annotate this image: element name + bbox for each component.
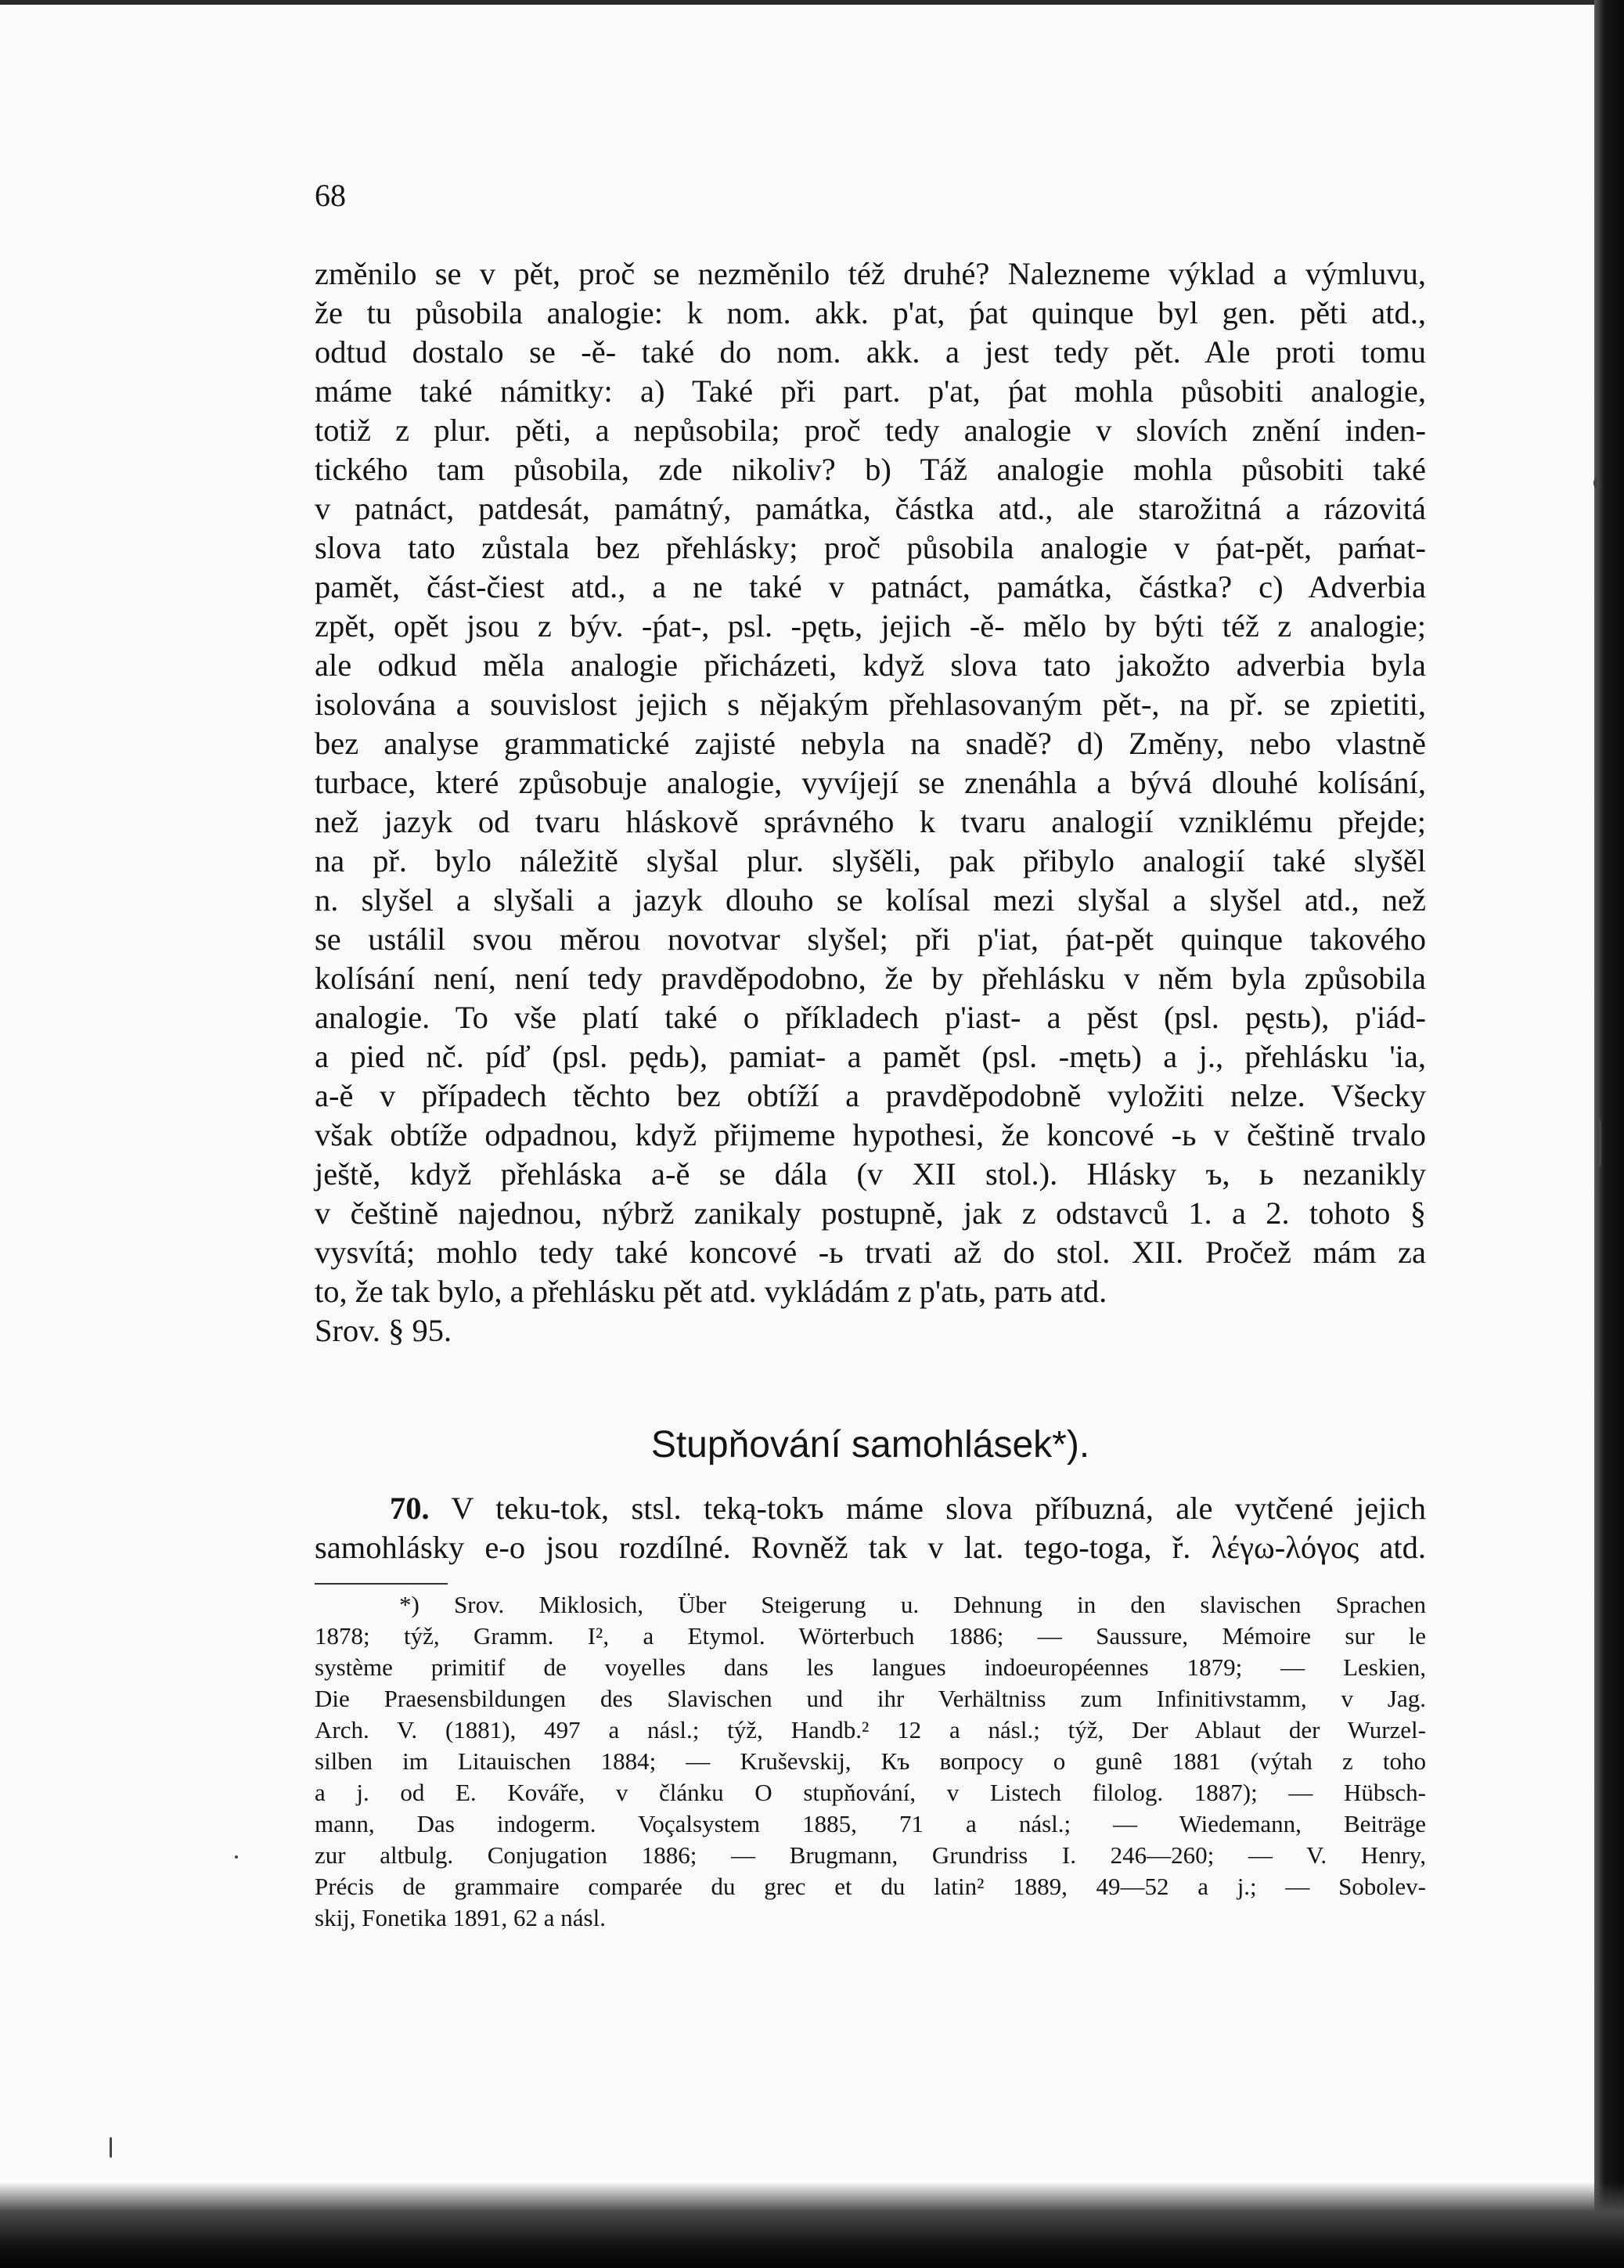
body-line: pamět, část-čiest atd., a ne také v patnáct, památka, částka? c) Adverbia xyxy=(315,569,1426,604)
body-line: v češtině najednou, nýbrž zanikaly postupně, jak z odstavců 1. a 2. tohoto § xyxy=(315,1195,1426,1231)
paragraph-number: 70. xyxy=(390,1491,430,1526)
body-line: ale odkud měla analogie přicházeti, když slova tato jakožto adverbia byla xyxy=(315,647,1426,683)
footnote-line: *) Srov. Miklosich, Über Steigerung u. Dehnung in den slavischen Sprachen xyxy=(399,1591,1426,1618)
body-line: zpět, opět jsou z býv. -ṕat-, psl. -pętь, jejich -ě- mělo by býti též z analogie; xyxy=(315,608,1426,644)
body-line: odtud dostalo se -ě- také do nom. akk. a jest tedy pět. Ale proti tomu xyxy=(315,334,1426,370)
body-paragraph xyxy=(315,254,1426,1350)
body-line: bez analyse grammatické zajisté nebyla na snadě? d) Změny, nebo vlastně xyxy=(315,726,1426,761)
footnote-line: 1878; týž, Gramm. I², a Etymol. Wörterbuch 1886; — Saussure, Mémoire sur le xyxy=(315,1622,1426,1650)
footnote xyxy=(315,1589,1426,1934)
body-line: kolísání není, není tedy pravděpodobno, že by přehlásku v něm byla způsobila xyxy=(315,961,1426,996)
section-heading: Stupňování samohlásek*). xyxy=(650,1424,1090,1466)
scan-speck xyxy=(235,1855,238,1859)
body-line: změnilo se v pět, proč se nezměnilo též druhé? Nalezneme výklad a výmluvu, xyxy=(315,256,1426,291)
footnote-rule xyxy=(315,1583,448,1585)
body-line: to, že tak bylo, a přehlásku pět atd. vykládám z p'atь, paть atd. xyxy=(315,1274,1107,1309)
scan-border-top xyxy=(0,0,1624,5)
body-line: slova tato zůstala bez přehlásky; proč působila analogie v ṕat-pět, paḿat- xyxy=(315,530,1426,565)
scan-speck xyxy=(110,2137,112,2158)
body-line: Srov. § 95. xyxy=(315,1313,452,1348)
body-line: analogie. To vše platí také o příkladech p'iast- a pěst (psl. pęstь), p'iád- xyxy=(315,1000,1426,1035)
scan-speck xyxy=(1597,1120,1601,1166)
body-line: že tu působila analogie: k nom. akk. p'at, ṕat quinque byl gen. pěti atd., xyxy=(315,295,1426,330)
footnote-line: a j. od E. Kováře, v článku O stupňování, v Listech filolog. 1887); — Hübsch- xyxy=(315,1779,1426,1806)
body-line: máme také námitky: a) Také při part. p'at, ṕat mohla působiti analogie, xyxy=(315,373,1426,409)
body-line: tického tam působila, zde nikoliv? b) Táž analogie mohla působiti také xyxy=(315,452,1426,487)
paragraph-70-line-1 xyxy=(315,1489,1426,1528)
body-line: turbace, které způsobuje analogie, vyvíjejí se znenáhla a bývá dlouhé kolísání, xyxy=(315,765,1426,800)
body-line: na př. bylo náležitě slyšal plur. slyšěli, pak přibylo analogií také slyšěl xyxy=(315,843,1426,878)
footnote-line: système primitif de voyelles dans les langues indoeuropéennes 1879; — Leskien, xyxy=(315,1653,1426,1681)
body-line: a pied nč. píď (psl. pędь), pamiat- a pamět (psl. -mętь) a j., přehlásku 'ia, xyxy=(315,1039,1426,1074)
body-line: se ustálil svou měrou novotvar slyšel; při p'iat, ṕat-pět quinque takového xyxy=(315,921,1426,957)
paragraph-70 xyxy=(315,1489,1426,1567)
footnote-line: skij, Fonetika 1891, 62 a násl. xyxy=(315,1904,606,1931)
body-line: a-ě v případech těchto bez obtíží a pravděpodobně vyložiti nelze. Všecky xyxy=(315,1078,1426,1113)
footnote-line: silben im Litauischen 1884; — Kruševskij, Къ вопросу о gunê 1881 (výtah z toho xyxy=(315,1747,1426,1775)
scan-speck xyxy=(1593,478,1600,489)
body-line: však obtíže odpadnou, když přijmeme hypothesi, že koncové -ь v češtině trvalo xyxy=(315,1117,1426,1152)
paragraph-70-line-2: samohlásky e-o jsou rozdílné. Rovněž tak v lat. tego-toga, ř. λέγω-λόγος atd. xyxy=(315,1530,1426,1565)
footnote-line: mann, Das indogerm. Voçalsystem 1885, 71 a násl.; — Wiedemann, Beiträge xyxy=(315,1810,1426,1837)
body-line: v patnáct, patdesát, památný, památka, částka atd., ale starožitná a rázovitá xyxy=(315,491,1426,526)
footnote-line: Précis de grammaire comparée du grec et du latin² 1889, 49—52 a j.; — Sobolev- xyxy=(315,1873,1426,1900)
scan-border-bottom xyxy=(0,2182,1624,2268)
body-line: ještě, když přehláska a-ě se dála (v XII stol.). Hlásky ъ, ь nezanikly xyxy=(315,1156,1426,1192)
body-line: než jazyk od tvaru hláskově správného k tvaru analogií vzniklému přejde; xyxy=(315,804,1426,839)
body-line: vysvítá; mohlo tedy také koncové -ь trvati až do stol. XII. Pročež mám za xyxy=(315,1235,1426,1270)
body-line: n. slyšel a slyšali a jazyk dlouho se kolísal mezi slyšal a slyšel atd., než xyxy=(315,882,1426,918)
paragraph-70-text-1: V teku-tok, stsl. teką-tokъ máme slova příbuzná, ale vytčené jejich xyxy=(451,1491,1426,1526)
body-line: totiž z plur. pěti, a nepůsobila; proč tedy analogie v slovích znění inden- xyxy=(315,413,1426,448)
footnote-line: zur altbulg. Conjugation 1886; — Brugmann, Grundriss I. 246—260; — V. Henry, xyxy=(315,1841,1426,1869)
page-number: 68 xyxy=(315,178,346,213)
footnote-line: Die Praesensbildungen des Slavischen und ihr Verhältniss zum Infinitivstamm, v Jag. xyxy=(315,1685,1426,1712)
footnote-line: Arch. V. (1881), 497 a násl.; týž, Handb.² 12 a násl.; týž, Der Ablaut der Wurzel- xyxy=(315,1716,1426,1743)
body-line: isolována a souvislost jejich s nějakým přehlasovaným pět-, na př. se zpietiti, xyxy=(315,687,1426,722)
